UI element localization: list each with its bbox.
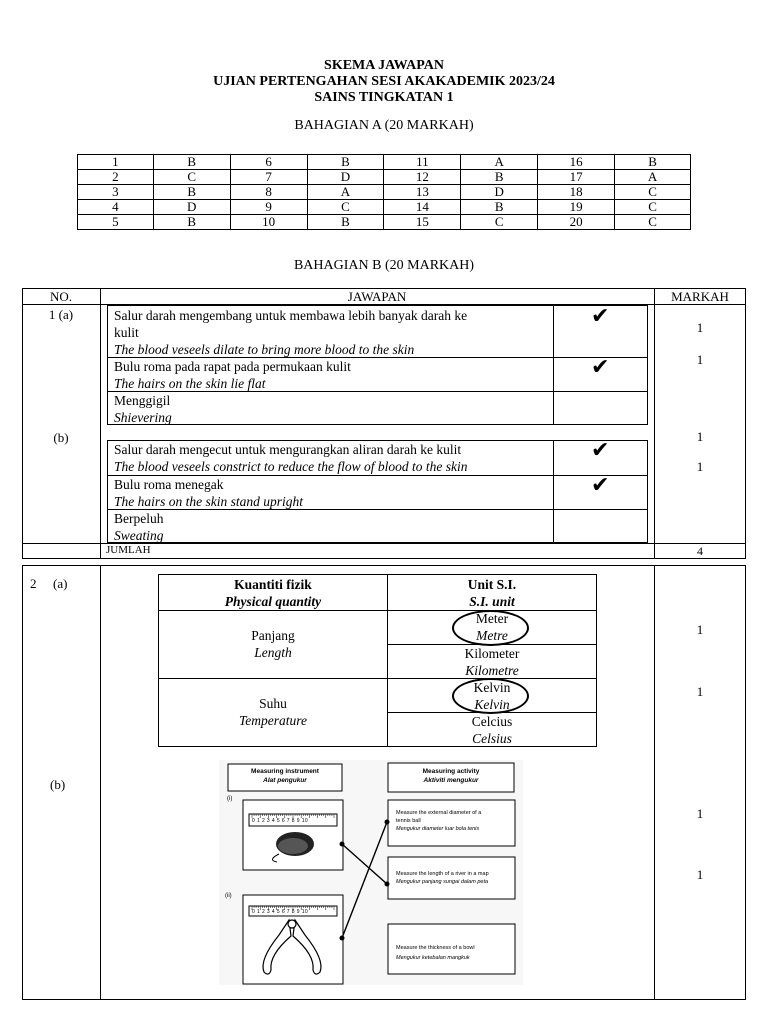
- check-mark-icon: ✔: [591, 438, 610, 463]
- q1a-label: 1 (a): [48, 307, 74, 322]
- option-row: [108, 473, 647, 510]
- mark-value: 1: [696, 867, 704, 882]
- answer-letter-cell: B: [153, 215, 230, 230]
- q2-number: 2: [30, 576, 37, 591]
- check-mark-icon: ✔: [591, 355, 610, 380]
- question-number-cell: 10: [230, 215, 307, 230]
- question-number-cell: 4: [78, 200, 154, 215]
- option-text: Menggigil Shievering: [114, 393, 172, 425]
- question-number-cell: 16: [538, 155, 615, 170]
- unit-cell: Celcius Celsius: [471, 714, 513, 746]
- option-text: Berpeluh Sweating: [114, 511, 164, 543]
- mark-value: 1: [696, 459, 704, 474]
- doc-subject: SAINS TINGKATAN 1: [314, 90, 454, 105]
- mark-value: 1: [696, 320, 704, 335]
- doc-subtitle: UJIAN PERTENGAHAN SESI AKAKADEMIK 2023/24: [213, 74, 555, 89]
- answer-circle: [452, 610, 529, 646]
- option-row: [108, 510, 647, 544]
- answer-letter-cell: B: [307, 155, 384, 170]
- answer-letter-cell: D: [307, 170, 384, 185]
- ruler-scale: 0 1 2 3 4 5 6 7 8 9 10: [252, 818, 309, 824]
- activity-item: Measure the external diameter of a tennis ball Mengukur diameter luar bola tenis: [396, 810, 482, 832]
- option-text: Bulu roma pada rapat pada permukaan kulit The hairs on the skin lie flat: [114, 359, 351, 391]
- option-row: [108, 306, 647, 358]
- total-label: JUMLAH: [106, 544, 151, 556]
- question-number-cell: 20: [538, 215, 615, 230]
- mark-value: 1: [696, 806, 704, 821]
- question-number-cell: 3: [78, 185, 154, 200]
- unit-cell: Meter Metre: [475, 611, 509, 643]
- question-number-cell: 7: [230, 170, 307, 185]
- question-number-cell: 15: [384, 215, 461, 230]
- question-number-cell: 13: [384, 185, 461, 200]
- option-row: [108, 355, 647, 392]
- measuring-matching-diagram: [219, 760, 523, 985]
- question-number-cell: 19: [538, 200, 615, 215]
- section-a-row: [78, 185, 691, 200]
- answer-letter-cell: B: [615, 155, 691, 170]
- question-number-cell: 12: [384, 170, 461, 185]
- quantity-cell: Suhu Temperature: [238, 696, 307, 728]
- question-number-cell: 14: [384, 200, 461, 215]
- answer-letter-cell: B: [461, 200, 538, 215]
- check-mark-icon: ✔: [591, 304, 610, 329]
- mark-value: 1: [696, 622, 704, 637]
- total-value: 4: [697, 544, 703, 558]
- q2a-label: (a): [53, 576, 68, 591]
- section-a-title: BAHAGIAN A (20 MARKAH): [294, 118, 474, 133]
- answer-letter-cell: C: [615, 215, 691, 230]
- activity-item: Measure the thickness of a bowl Mengukur ketebalan mangkuk: [396, 945, 475, 961]
- answer-letter-cell: A: [307, 185, 384, 200]
- col-head-markah: MARKAH: [671, 289, 729, 304]
- question-number-cell: 6: [230, 155, 307, 170]
- unit-cell: Kelvin Kelvin: [473, 680, 511, 712]
- section-a-row: [78, 215, 691, 230]
- question-number-cell: 8: [230, 185, 307, 200]
- question-number-cell: 2: [78, 170, 154, 185]
- q1b-options-box: [107, 440, 648, 543]
- mark-value: 1: [696, 352, 704, 367]
- activity-header: Measuring activity Aktiviti mengukur: [422, 768, 480, 784]
- q1b-label: (b): [53, 430, 69, 445]
- option-text: Salur darah mengecut untuk mengurangkan aliran darah ke kulit The blood veseels constrict to reduce the flow of blood to the skin: [114, 442, 468, 474]
- doc-title: SKEMA JAWAPAN: [324, 58, 444, 73]
- quantity-column-header: Kuantiti fizik Physical quantity: [224, 577, 322, 609]
- ruler-scale: 0 1 2 3 4 5 6 7 8 9 10: [252, 909, 309, 915]
- option-row: [108, 438, 647, 476]
- section-a-row: [78, 200, 691, 215]
- instrument-header: Measuring instrument Alat pengukur: [251, 768, 319, 784]
- col-head-no: NO.: [49, 289, 73, 304]
- question-number-cell: 18: [538, 185, 615, 200]
- activity-item: Measure the length of a river in a map Mengukur panjang sungai dalam peta: [396, 871, 489, 885]
- answer-letter-cell: D: [153, 200, 230, 215]
- answer-letter-cell: B: [153, 155, 230, 170]
- answer-letter-cell: B: [307, 215, 384, 230]
- answer-letter-cell: C: [461, 215, 538, 230]
- question-number-cell: 11: [384, 155, 461, 170]
- instrument-label-i: (i): [227, 796, 233, 802]
- option-row: [108, 392, 647, 426]
- option-text: Salur darah mengembang untuk membawa lebih banyak darah ke kulit The blood veseels dilate to bring more blood to the skin: [114, 308, 468, 357]
- answer-letter-cell: B: [461, 170, 538, 185]
- unit-column-header: Unit S.I. S.I. unit: [467, 577, 517, 609]
- answer-letter-cell: A: [461, 155, 538, 170]
- unit-cell: Kilometer Kilometre: [464, 646, 520, 678]
- mark-value: 1: [696, 429, 704, 444]
- q2a-units-table: [158, 574, 597, 747]
- section-b-title: BAHAGIAN B (20 MARKAH): [293, 258, 475, 273]
- answer-letter-cell: C: [307, 200, 384, 215]
- question-number-cell: 17: [538, 170, 615, 185]
- section-a-row: [78, 170, 691, 185]
- question-number-cell: 1: [78, 155, 154, 170]
- answer-letter-cell: B: [153, 185, 230, 200]
- instrument-label-ii: (ii): [225, 893, 232, 899]
- question-number-cell: 9: [230, 200, 307, 215]
- section-a-row: [78, 155, 691, 170]
- question-number-cell: 5: [78, 215, 154, 230]
- option-text: Bulu roma menegak The hairs on the skin stand upright: [114, 477, 304, 509]
- section-a-answer-table: [77, 154, 691, 230]
- col-head-jawapan: JAWAPAN: [347, 289, 407, 304]
- q1a-options-box: [107, 305, 648, 425]
- answer-letter-cell: D: [461, 185, 538, 200]
- mark-value: 1: [696, 684, 704, 699]
- q2b-label: (b): [50, 777, 66, 792]
- answer-letter-cell: C: [615, 200, 691, 215]
- answer-letter-cell: C: [153, 170, 230, 185]
- answer-letter-cell: A: [615, 170, 691, 185]
- quantity-cell: Panjang Length: [251, 628, 295, 660]
- answer-circle: [452, 678, 529, 714]
- answer-letter-cell: C: [615, 185, 691, 200]
- check-mark-icon: ✔: [591, 473, 610, 498]
